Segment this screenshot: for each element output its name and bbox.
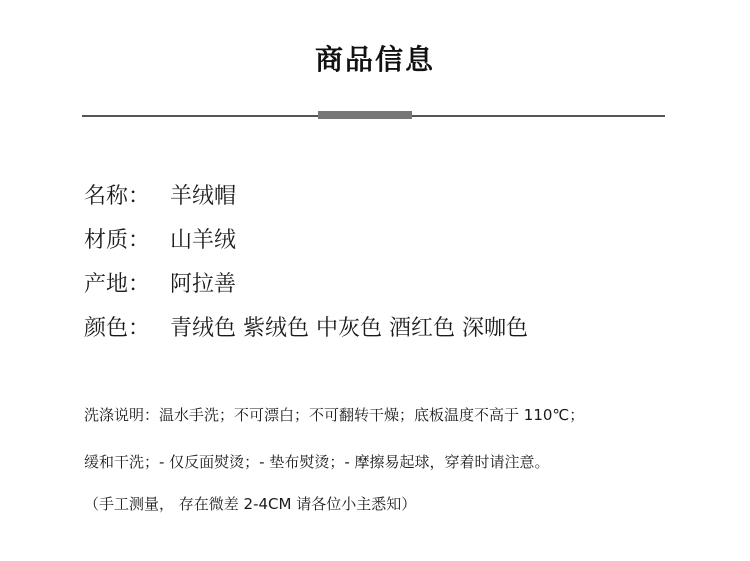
info-row-color [84,304,528,348]
title-divider-accent [318,111,412,119]
origin-value: 阿拉善 [170,271,237,297]
name-value: 羊绒帽 [170,183,237,209]
product-info-list [84,172,528,348]
color-value: 青绒色 紫绒色 中灰色 酒红色 深咖色 [170,315,528,341]
measurement-note: （手工测量， 存在微差 2-4CM 请各位小主悉知） [84,495,417,513]
color-label: 颜色： [84,315,151,341]
material-value: 山羊绒 [170,227,237,253]
name-label: 名称： [84,183,151,209]
washing-instructions: 洗涤说明：温水手洗；不可漂白；不可翻转干燥；底板温度不高于 110℃； [84,406,585,424]
page-title: 商品信息 [314,43,435,76]
info-row-origin [84,260,528,304]
material-label: 材质： [84,227,151,253]
info-row-name [84,172,528,216]
washing-instructions-continued: 缓和干洗；- 仅反面熨烫；- 垫布熨烫；- 摩擦易起球，穿着时请注意。 [84,453,550,471]
origin-label: 产地： [84,271,151,297]
info-row-material [84,216,528,260]
